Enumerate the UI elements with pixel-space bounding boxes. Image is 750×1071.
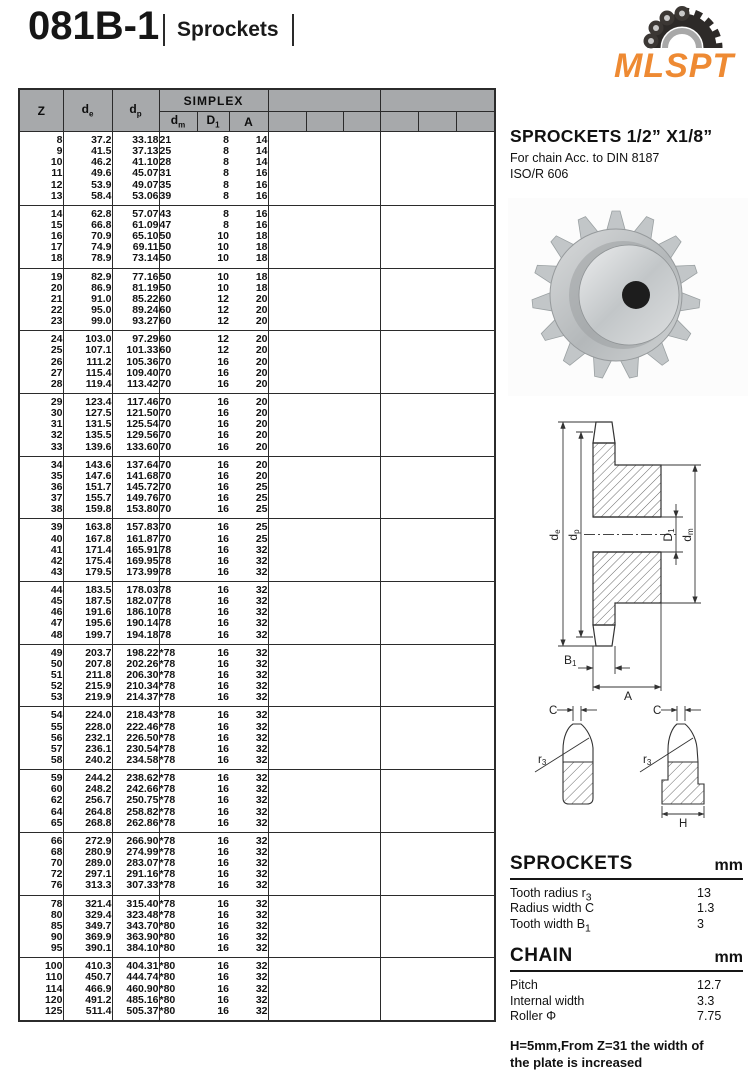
table-cell: 78 78 78 78 78 [159, 582, 197, 645]
table-cell: 315.40 323.48 343.70 363.90 384.10 [112, 895, 159, 958]
col-header-z: Z [19, 89, 63, 132]
table-group-row [19, 331, 495, 394]
chain-spec-block [510, 945, 743, 1024]
chain-spec-rows [510, 978, 743, 1024]
table-cell: 33.18 37.13 41.10 45.07 49.07 53.06 [112, 132, 159, 206]
spec-value: 1.3 [697, 901, 715, 916]
table-cell: *78 *78 *78 *78 *78 [159, 707, 197, 770]
product-title: SPROCKETS 1/2” X1/8” [510, 126, 713, 146]
empty-subheader [380, 112, 418, 132]
table-cell: 117.46 121.50 125.54 129.56 133.60 [112, 393, 159, 456]
empty-cell [268, 895, 380, 958]
empty-cell [268, 770, 380, 833]
spec-label: Tooth radius $r_3$ [510, 886, 592, 904]
table-cell: 203.7 207.8 211.8 215.9 219.9 [63, 644, 112, 707]
table-cell: 32 32 32 32 32 [229, 582, 268, 645]
table-cell: 272.9 280.9 289.0 297.1 313.3 [63, 832, 112, 895]
sprocket-table [18, 88, 496, 1022]
table-cell: 16 16 16 16 16 [197, 707, 229, 770]
table-cell: 10 10 12 12 12 [197, 268, 229, 331]
table-cell: *78 *78 *78 *78 *78 [159, 832, 197, 895]
table-cell: *78 *78 *78 *78 *78 [159, 770, 197, 833]
table-cell: 32 32 32 32 32 [229, 895, 268, 958]
table-cell: 49 50 51 52 53 [19, 644, 63, 707]
section-drawing [538, 410, 750, 702]
table-cell: 8 8 8 8 8 8 [197, 132, 229, 206]
table-header [19, 89, 495, 132]
spec-unit: mm [714, 857, 743, 874]
table-cell: 60 60 70 70 70 [159, 331, 197, 394]
table-cell: 77.16 81.19 85.22 89.24 93.27 [112, 268, 159, 331]
table-cell: 14 14 14 16 16 16 [229, 132, 268, 206]
sprockets-spec-rows [510, 886, 743, 935]
table-cell: 32 32 32 32 32 [229, 832, 268, 895]
empty-cell [380, 644, 495, 707]
empty-banner [380, 89, 495, 112]
product-subtitle-2: ISO/R 606 [510, 167, 569, 181]
empty-subheader [418, 112, 456, 132]
empty-cell [268, 331, 380, 394]
spec-label: Tooth width $B_1$ [510, 916, 591, 935]
table-cell: 224.0 228.0 232.1 236.1 240.2 [63, 707, 112, 770]
table-group-row [19, 644, 495, 707]
dim-label-a: A [624, 689, 633, 702]
table-cell: 16 16 18 18 18 [229, 205, 268, 268]
table-cell: 32 32 32 32 32 [229, 707, 268, 770]
spec-row [510, 901, 743, 916]
col-header-d1: $D_1$ [197, 112, 229, 132]
spec-row [510, 994, 743, 1009]
empty-cell [268, 205, 380, 268]
table-cell: 62.8 66.8 70.9 74.9 78.9 [63, 205, 112, 268]
table-group-row [19, 268, 495, 331]
table-cell: 20 20 20 20 20 [229, 331, 268, 394]
table-group-row [19, 770, 495, 833]
sprocket-photo [508, 198, 748, 396]
sprocket-table-wrap [18, 88, 496, 1022]
table-cell: 198.22 202.26 206.30 210.34 214.37 [112, 644, 159, 707]
spec-heading: SPROCKETS [510, 853, 633, 874]
empty-cell [380, 331, 495, 394]
table-cell: 18 18 20 20 20 [229, 268, 268, 331]
table-cell: 50 50 60 60 60 [159, 268, 197, 331]
table-cell: 14 15 16 17 18 [19, 205, 63, 268]
table-cell: 266.90 274.99 283.07 291.16 307.33 [112, 832, 159, 895]
table-cell: *78 *78 *78 *78 *78 [159, 644, 197, 707]
table-cell: 404.31 444.74 460.90 485.16 505.37 [112, 958, 159, 1021]
tooth-profile-drawing [505, 692, 750, 830]
col-header-dp: $d_p$ [112, 89, 159, 132]
empty-cell [268, 958, 380, 1021]
col-header-de: $d_e$ [63, 89, 112, 132]
spec-blocks [510, 853, 743, 1071]
dim-label-b1: B1 [564, 653, 577, 668]
table-cell: 39 40 41 42 43 [19, 519, 63, 582]
table-cell: 238.62 242.66 250.75 258.82 262.86 [112, 770, 159, 833]
spec-unit: mm [714, 949, 743, 967]
table-group-row [19, 205, 495, 268]
table-group-row [19, 132, 495, 206]
empty-cell [268, 132, 380, 206]
tooth-profile-left [535, 706, 597, 804]
empty-cell [268, 832, 380, 895]
table-cell: 16 16 16 16 16 [197, 456, 229, 519]
empty-subheader [456, 112, 495, 132]
table-cell: 8 8 10 10 10 [197, 205, 229, 268]
spec-value: 13 [697, 886, 711, 900]
page-title: 081B-1 [28, 4, 160, 48]
table-cell: 244.2 248.2 256.7 264.8 268.8 [63, 770, 112, 833]
table-cell: 100 110 114 120 125 [19, 958, 63, 1021]
empty-cell [380, 707, 495, 770]
spec-label: Internal width [510, 993, 585, 1008]
table-cell: *80 *80 *80 *80 *80 [159, 958, 197, 1021]
label-r3-left: r3 [538, 754, 547, 767]
company-logo [596, 2, 748, 82]
table-cell: 123.4 127.5 131.5 135.5 139.6 [63, 393, 112, 456]
table-cell: 24 25 26 27 28 [19, 331, 63, 394]
simplex-header: SIMPLEX [159, 89, 268, 112]
divider [292, 14, 294, 46]
spec-heading: CHAIN [510, 945, 573, 967]
sprockets-spec-header [510, 853, 743, 880]
table-cell: 410.3 450.7 466.9 491.2 511.4 [63, 958, 112, 1021]
table-cell: 16 16 16 16 16 [197, 519, 229, 582]
table-group-row [19, 393, 495, 456]
empty-cell [380, 770, 495, 833]
table-cell: 32 32 32 32 32 [229, 958, 268, 1021]
empty-cell [268, 456, 380, 519]
table-group-row [19, 519, 495, 582]
table-cell: 66 68 70 72 76 [19, 832, 63, 895]
chain-spec-header [510, 945, 743, 972]
table-cell: 16 16 16 16 16 [197, 958, 229, 1021]
table-cell: 32 32 32 32 32 [229, 770, 268, 833]
spec-row [510, 978, 743, 993]
empty-cell [268, 644, 380, 707]
table-cell: 16 16 16 16 16 [197, 770, 229, 833]
spec-label: Pitch [510, 978, 538, 993]
label-r3-right: r3 [643, 754, 652, 767]
table-cell: 44 45 46 47 48 [19, 582, 63, 645]
empty-cell [380, 958, 495, 1021]
spec-value: 12.7 [697, 978, 722, 993]
col-header-dm: $d_m$ [159, 112, 197, 132]
dim-label-dp: dp [566, 529, 581, 541]
table-cell: 103.0 107.1 111.2 115.4 119.4 [63, 331, 112, 394]
empty-subheader [306, 112, 343, 132]
table-group-row [19, 582, 495, 645]
empty-cell [268, 393, 380, 456]
table-cell: 29 30 31 32 33 [19, 393, 63, 456]
table-cell: 183.5 187.5 191.6 195.6 199.7 [63, 582, 112, 645]
table-group-row [19, 456, 495, 519]
empty-cell [380, 456, 495, 519]
table-cell: 70 70 70 70 70 [159, 456, 197, 519]
empty-cell [380, 205, 495, 268]
table-cell: 70 70 70 70 70 [159, 393, 197, 456]
section-title: Sprockets [177, 18, 279, 41]
divider [163, 14, 165, 46]
table-cell: 157.83 161.87 165.91 169.95 173.99 [112, 519, 159, 582]
table-cell: 59 60 62 64 65 [19, 770, 63, 833]
empty-cell [380, 832, 495, 895]
spec-row [510, 1009, 743, 1024]
table-cell: 16 16 16 16 16 [197, 895, 229, 958]
table-cell: 57.07 61.09 65.10 69.11 73.14 [112, 205, 159, 268]
spec-row [510, 886, 743, 904]
sprockets-spec-block [510, 853, 743, 935]
table-cell: 12 12 16 16 16 [197, 331, 229, 394]
table-cell: 16 16 16 16 16 [197, 832, 229, 895]
table-cell: 163.8 167.8 171.4 175.4 179.5 [63, 519, 112, 582]
spec-label: Roller Φ [510, 1008, 557, 1023]
table-group-row [19, 895, 495, 958]
product-block [510, 126, 748, 181]
table-cell: 321.4 329.4 349.7 369.9 390.1 [63, 895, 112, 958]
empty-cell [268, 519, 380, 582]
dim-label-d1: D1 [661, 528, 676, 542]
logo-text: MLSPT [614, 47, 735, 82]
spec-value: 7.75 [697, 1008, 722, 1023]
empty-cell [268, 268, 380, 331]
product-subtitle-1: For chain Acc. to DIN 8187 [510, 151, 660, 165]
empty-cell [268, 582, 380, 645]
table-cell: 137.64 141.68 145.72 149.76 153.80 [112, 456, 159, 519]
table-cell: 54 55 56 57 58 [19, 707, 63, 770]
table-cell: 16 16 16 16 16 [197, 644, 229, 707]
table-cell: 143.6 147.6 151.7 155.7 159.8 [63, 456, 112, 519]
label-c-left: C [549, 705, 558, 717]
table-cell: 19 20 21 22 23 [19, 268, 63, 331]
spec-value: 3 [697, 916, 704, 931]
table-cell: 16 16 16 16 16 [197, 582, 229, 645]
spec-label: Radius width C [510, 901, 595, 916]
spec-row [510, 916, 743, 935]
table-cell: *78 *78 *80 *80 *80 [159, 895, 197, 958]
table-cell: 8 9 10 11 12 13 [19, 132, 63, 206]
table-cell: 16 16 16 16 16 [197, 393, 229, 456]
empty-cell [380, 268, 495, 331]
table-cell: 178.03 182.07 186.10 190.14 194.18 [112, 582, 159, 645]
table-cell: 20 20 25 25 25 [229, 456, 268, 519]
table-cell: 97.29 101.33 105.36 109.40 113.42 [112, 331, 159, 394]
table-cell: 32 32 32 32 32 [229, 644, 268, 707]
table-cell: 70 70 78 78 78 [159, 519, 197, 582]
empty-subheader [343, 112, 380, 132]
table-cell: 218.43 222.46 226.50 230.54 234.58 [112, 707, 159, 770]
col-header-a: A [229, 112, 268, 132]
table-cell: 37.2 41.5 46.2 49.6 53.9 58.4 [63, 132, 112, 206]
empty-cell [380, 519, 495, 582]
table-cell: 78 80 85 90 95 [19, 895, 63, 958]
table-cell: 82.9 86.9 91.0 95.0 99.0 [63, 268, 112, 331]
table-cell: 20 20 20 20 20 [229, 393, 268, 456]
dim-label-dm: dm [680, 528, 695, 542]
empty-cell [380, 582, 495, 645]
table-group-row [19, 707, 495, 770]
empty-cell [380, 895, 495, 958]
empty-subheader [268, 112, 306, 132]
empty-cell [268, 707, 380, 770]
spec-value: 3.3 [697, 993, 715, 1008]
footnote: H=5mm,From Z=31 the width of the plate is increased [510, 1038, 704, 1071]
bore-hole [622, 281, 650, 309]
label-c-right: C [653, 705, 662, 717]
empty-banner [268, 89, 380, 112]
table-group-row [19, 958, 495, 1021]
empty-cell [380, 132, 495, 206]
label-h: H [679, 818, 688, 830]
table-cell: 21 25 28 31 35 39 [159, 132, 197, 206]
dim-label-de: de [547, 529, 562, 541]
sprocket-table-body [19, 132, 495, 1021]
table-cell: 25 25 32 32 32 [229, 519, 268, 582]
table-cell: 34 35 36 37 38 [19, 456, 63, 519]
table-group-row [19, 832, 495, 895]
empty-cell [380, 393, 495, 456]
table-cell: 43 47 50 50 50 [159, 205, 197, 268]
